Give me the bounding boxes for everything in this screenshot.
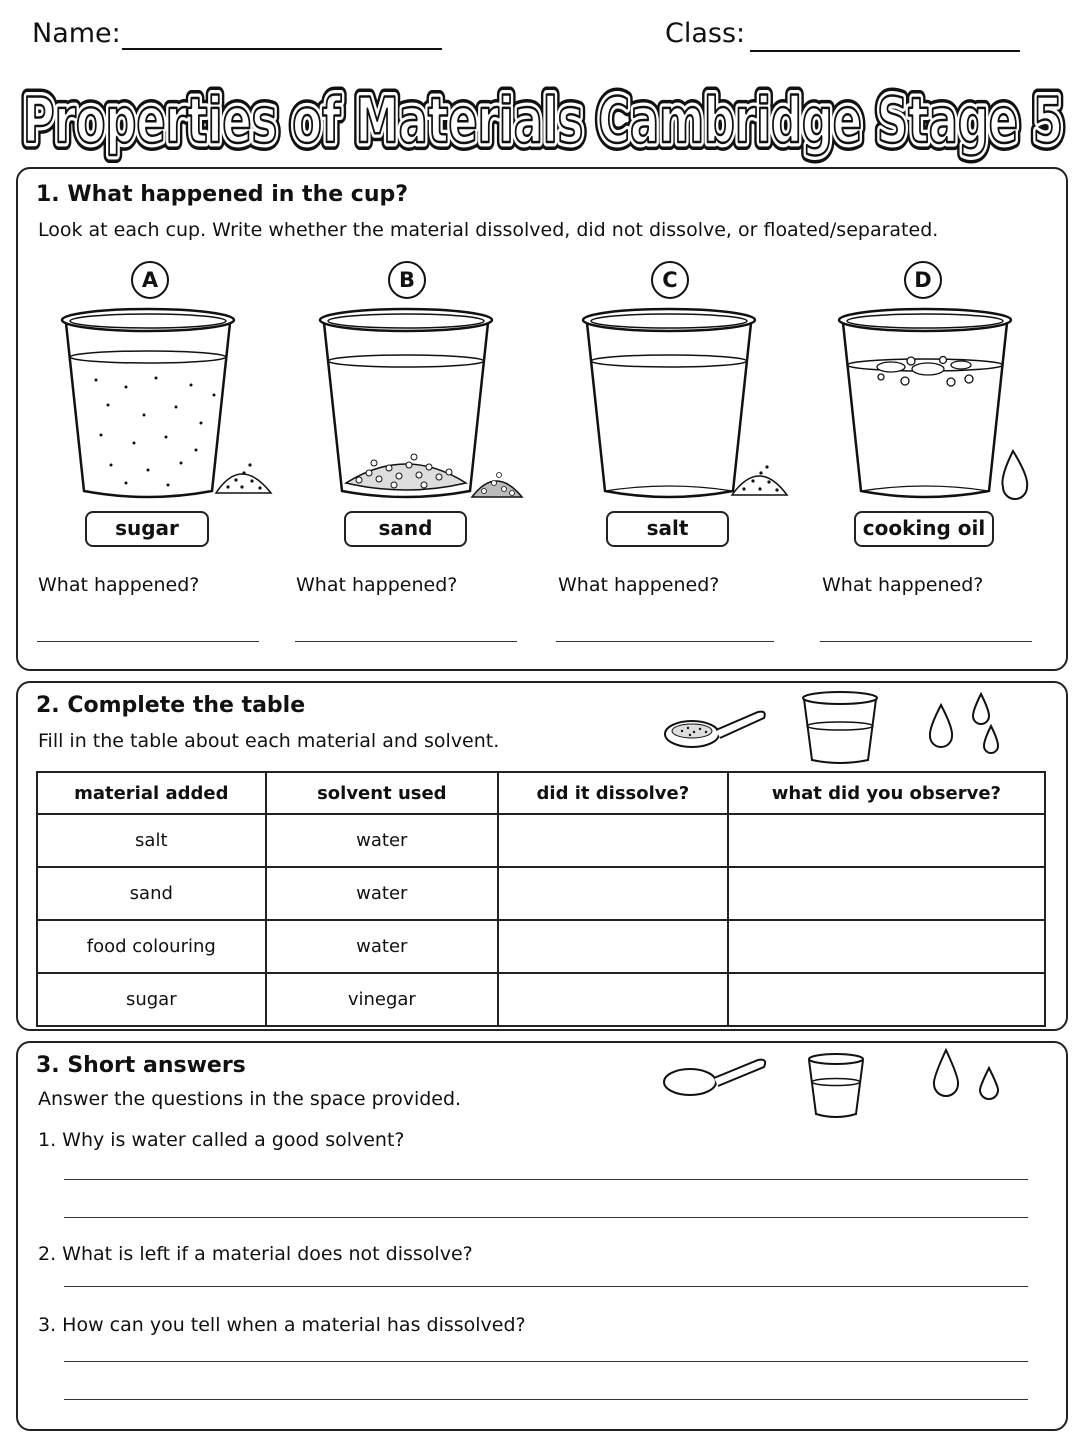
cup-a-answer-line[interactable] xyxy=(37,641,259,642)
water-drops-icon xyxy=(925,690,1005,760)
material-cell: sugar xyxy=(37,973,266,1026)
section1-instruction: Look at each cup. Write whether the material dissolved, did not dissolve, or floated/separated. xyxy=(38,219,939,241)
worksheet-title xyxy=(0,74,1086,164)
cup-d-label: cooking oil xyxy=(854,511,994,547)
question-3: 3. How can you tell when a material has dissolved? xyxy=(38,1314,526,1336)
class-field[interactable] xyxy=(750,50,1020,52)
dissolve-answer-cell[interactable] xyxy=(498,920,728,973)
col-header-observe: what did you observe? xyxy=(728,772,1045,814)
cup-a-question: What happened? xyxy=(38,574,200,596)
observe-answer-cell[interactable] xyxy=(728,814,1045,867)
name-field[interactable] xyxy=(122,48,442,50)
spoon-icon xyxy=(660,1052,770,1102)
cup-c-letter: C xyxy=(651,261,689,299)
cup-b-sand-icon xyxy=(314,305,534,505)
svg-text:Properties of Materials Cambri: Properties of Materials Cambridge Stage 5 xyxy=(23,84,1063,157)
col-header-solvent: solvent used xyxy=(266,772,499,814)
section1-title: 1. What happened in the cup? xyxy=(36,182,409,207)
cup-d-letter: D xyxy=(904,261,942,299)
observe-answer-cell[interactable] xyxy=(728,973,1045,1026)
glass-icon xyxy=(806,1052,868,1120)
materials-table xyxy=(36,771,1046,1027)
water-drops-icon xyxy=(926,1046,1006,1106)
question-1: 1. Why is water called a good solvent? xyxy=(38,1129,405,1151)
cup-c-label: salt xyxy=(606,511,729,547)
observe-answer-cell[interactable] xyxy=(728,867,1045,920)
cup-c-answer-line[interactable] xyxy=(556,641,774,642)
dissolve-answer-cell[interactable] xyxy=(498,973,728,1026)
cup-b-letter: B xyxy=(388,261,426,299)
glass-of-water-icon xyxy=(800,690,882,766)
cup-a-letter: A xyxy=(131,261,169,299)
cup-b-question: What happened? xyxy=(296,574,458,596)
cup-b-label: sand xyxy=(344,511,467,547)
solvent-cell: water xyxy=(266,920,499,973)
cup-c-salt-icon xyxy=(577,305,797,505)
col-header-material: material added xyxy=(37,772,266,814)
answer-1-line-2[interactable] xyxy=(64,1217,1028,1218)
col-header-dissolve: did it dissolve? xyxy=(498,772,728,814)
solvent-cell: vinegar xyxy=(266,973,499,1026)
svg-text:Properties of Materials Cambri: Properties of Materials Cambridge Stage 5 xyxy=(23,84,1063,157)
cup-a-label: sugar xyxy=(85,511,209,547)
cup-d-cooking-oil-icon xyxy=(833,305,1053,505)
solvent-cell: water xyxy=(266,814,499,867)
cup-c-question: What happened? xyxy=(558,574,720,596)
table-row xyxy=(37,814,1045,867)
cup-b-answer-line[interactable] xyxy=(295,641,517,642)
section2-instruction: Fill in the table about each material and solvent. xyxy=(38,730,500,752)
table-row xyxy=(37,867,1045,920)
answer-3-line-2[interactable] xyxy=(64,1399,1028,1400)
observe-answer-cell[interactable] xyxy=(728,920,1045,973)
table-row xyxy=(37,920,1045,973)
cup-a-sugar-icon xyxy=(56,305,276,505)
cup-d-answer-line[interactable] xyxy=(820,641,1032,642)
cup-d-question: What happened? xyxy=(822,574,984,596)
table-row xyxy=(37,973,1045,1026)
question-2: 2. What is left if a material does not dissolve? xyxy=(38,1243,473,1265)
material-cell: food colouring xyxy=(37,920,266,973)
spoon-with-powder-icon xyxy=(660,700,770,755)
name-label: Name: xyxy=(32,18,121,49)
class-label: Class: xyxy=(665,18,746,49)
dissolve-answer-cell[interactable] xyxy=(498,814,728,867)
dissolve-answer-cell[interactable] xyxy=(498,867,728,920)
section3-title: 3. Short answers xyxy=(36,1053,246,1078)
material-cell: sand xyxy=(37,867,266,920)
section3-instruction: Answer the questions in the space provided. xyxy=(38,1088,462,1110)
material-cell: salt xyxy=(37,814,266,867)
solvent-cell: water xyxy=(266,867,499,920)
section2-title: 2. Complete the table xyxy=(36,693,306,718)
svg-text:Properties of Materials Cambri: Properties of Materials Cambridge Stage 5 xyxy=(23,84,1063,157)
answer-1-line-1[interactable] xyxy=(64,1179,1028,1180)
answer-3-line-1[interactable] xyxy=(64,1361,1028,1362)
answer-2-line-1[interactable] xyxy=(64,1286,1028,1287)
